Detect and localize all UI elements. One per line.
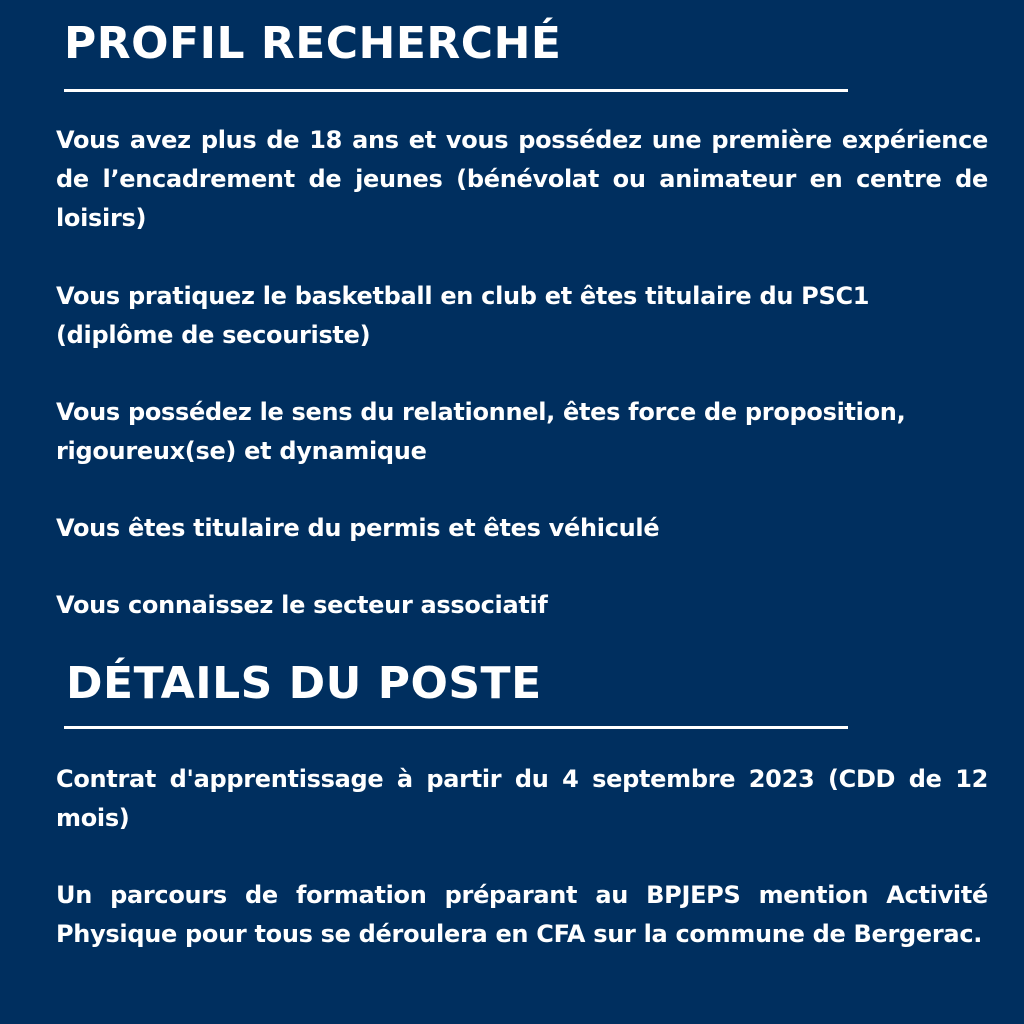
section-title-details: DÉTAILS DU POSTE bbox=[66, 658, 542, 709]
profile-paragraph-basketball: Vous pratiquez le basketball en club et êtes titulaire du PSC1 (diplôme de secouriste) bbox=[56, 282, 870, 349]
section-title-profil: PROFIL RECHERCHÉ bbox=[64, 18, 562, 69]
profile-paragraph-qualities: Vous possédez le sens du relationnel, êtes force de proposition, rigoureux(se) et dynamique bbox=[56, 398, 906, 465]
profile-paragraph-associative: Vous connaissez le secteur associatif bbox=[56, 591, 548, 619]
details-paragraph-contract: Contrat d'apprentissage à partir du 4 septembre 2023 (CDD de 12 mois) bbox=[56, 765, 988, 832]
title-underline bbox=[64, 89, 848, 92]
profile-paragraph-license: Vous êtes titulaire du permis et êtes véhiculé bbox=[56, 514, 660, 542]
details-paragraph-training: Un parcours de formation préparant au BPJEPS mention Activité Physique pour tous se déroulera en CFA sur la commune de Bergerac. bbox=[56, 881, 988, 948]
profile-paragraph-age-experience: Vous avez plus de 18 ans et vous possédez une première expérience de l’encadrement de jeunes (bénévolat ou animateur en centre de loisirs) bbox=[56, 126, 988, 232]
title-underline bbox=[64, 726, 848, 729]
